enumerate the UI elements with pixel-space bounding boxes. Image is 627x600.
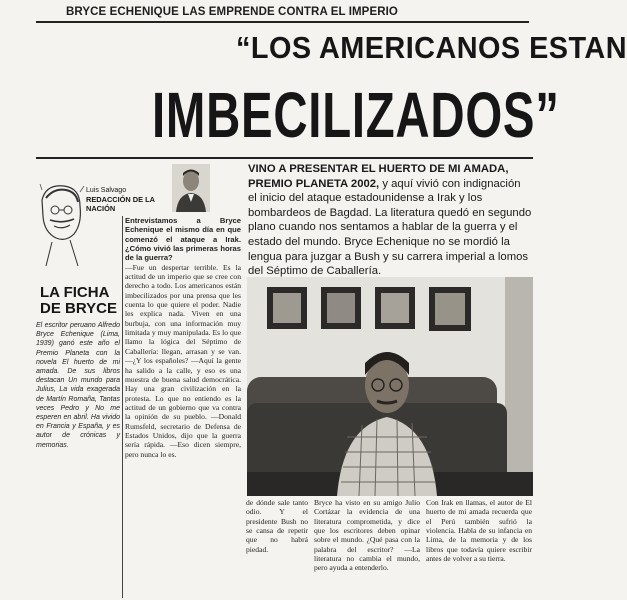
caricature-illustration bbox=[36, 180, 86, 268]
lead-bold: VINO A PRESENTAR EL HUERTO DE MI AMADA, PREMIO PLANETA 2002, bbox=[248, 163, 509, 190]
interview-question: Entrevistamos a Bryce Echenique el mismo día en que comenzó el ataque a Irak. ¿Cómo vivió las primeras horas de la guerra? bbox=[125, 216, 241, 263]
author-byline bbox=[86, 186, 168, 213]
top-rule bbox=[36, 21, 529, 23]
author-role: REDACCIÓN DE LA NACIÓN bbox=[86, 195, 155, 213]
body-column-1 bbox=[125, 216, 241, 459]
lead-paragraph bbox=[248, 162, 532, 279]
body-column-2: de dónde sale tanto odio. Y el presidente Bush no se cansa de repetir que no habrá piedad. bbox=[246, 498, 308, 554]
column-divider bbox=[122, 216, 123, 598]
main-photo bbox=[247, 277, 533, 496]
headline-line1: “LOS AMERICANOS ESTAN bbox=[236, 30, 627, 65]
kicker: BRYCE ECHENIQUE LAS EMPRENDE CONTRA EL IMPERIO bbox=[66, 6, 398, 18]
interview-answer: —Fue un despertar terrible. Es la actitud de un imperio que se cree con derecho a todo. Los americanos están imbecilizados por una prensa que les cuenta lo que quiere el poder. Nadie les explica nada. Viven en una burbuja, con una información muy limitada y muy manipulada. Es lo que llamo la lógica del Séptimo de Caballería: llegan, arrasan y se van. —¿Y los españoles? —Aquí la gente ha salido a la calle, y eso es una muestra de buena salud democrática. Hay una gran civilización en la protesta. Lo que no entiendo es la actitud de un gobierno que va contra la opinión de su pueblo. —Donald Rumsfeld, secretario de Defensa de Estados Unidos, dijo que la guerra sería rápida. —Eso dicen siempre, pero nunca lo es. bbox=[125, 262, 241, 459]
headline-rule bbox=[36, 157, 533, 159]
sidebar-title: LA FICHA DE BRYCE bbox=[40, 284, 117, 317]
lead-text: y aquí vivió con indignación el inicio del ataque estadounidense a Irak y los bombardeos de Bagdad. La literatura quedó en segundo plano cuando nos sentamos a hablar de la guerra y el estado del mundo. Bryce Echenique no se mordió la lengua para juzgar a Bush y su carrera imperial a lomos del Séptimo de Caballería. bbox=[248, 177, 532, 278]
body-column-4: Con Irak en llamas, el autor de El huerto de mi amada recuerda que el Perú también sufrió la violencia. Habla de su infancia en Lima, de la memoria y de los libros que todavía quiere escribir antes de volver a su tierra. bbox=[426, 498, 532, 564]
author-name: Luis Salvago bbox=[86, 187, 127, 194]
sidebar-text: El escritor peruano Alfredo Bryce Echenique (Lima, 1939) ganó este año el Premio Planeta con la novela El huerto de mi amada. De sus libros destacan Un mundo para Julius, La vida exagerada de Martín Romaña, Tantas veces Pedro y No me esperen en abril. Ha vivido en Francia y España, y es autor de crónicas y memorias. bbox=[36, 322, 120, 449]
author-photo bbox=[172, 164, 210, 212]
body-column-3: Bryce ha visto en su amigo Julio Cortázar la evidencia de una literatura comprometida, y dice que los escritores deben opinar sobre el mundo. ¿Qué pasa con la palabra del escritor? —La literatura no cambia el mundo, pero ayuda a entenderlo. bbox=[314, 498, 420, 573]
headline-line2: IMBECILIZADOS” bbox=[152, 79, 560, 151]
